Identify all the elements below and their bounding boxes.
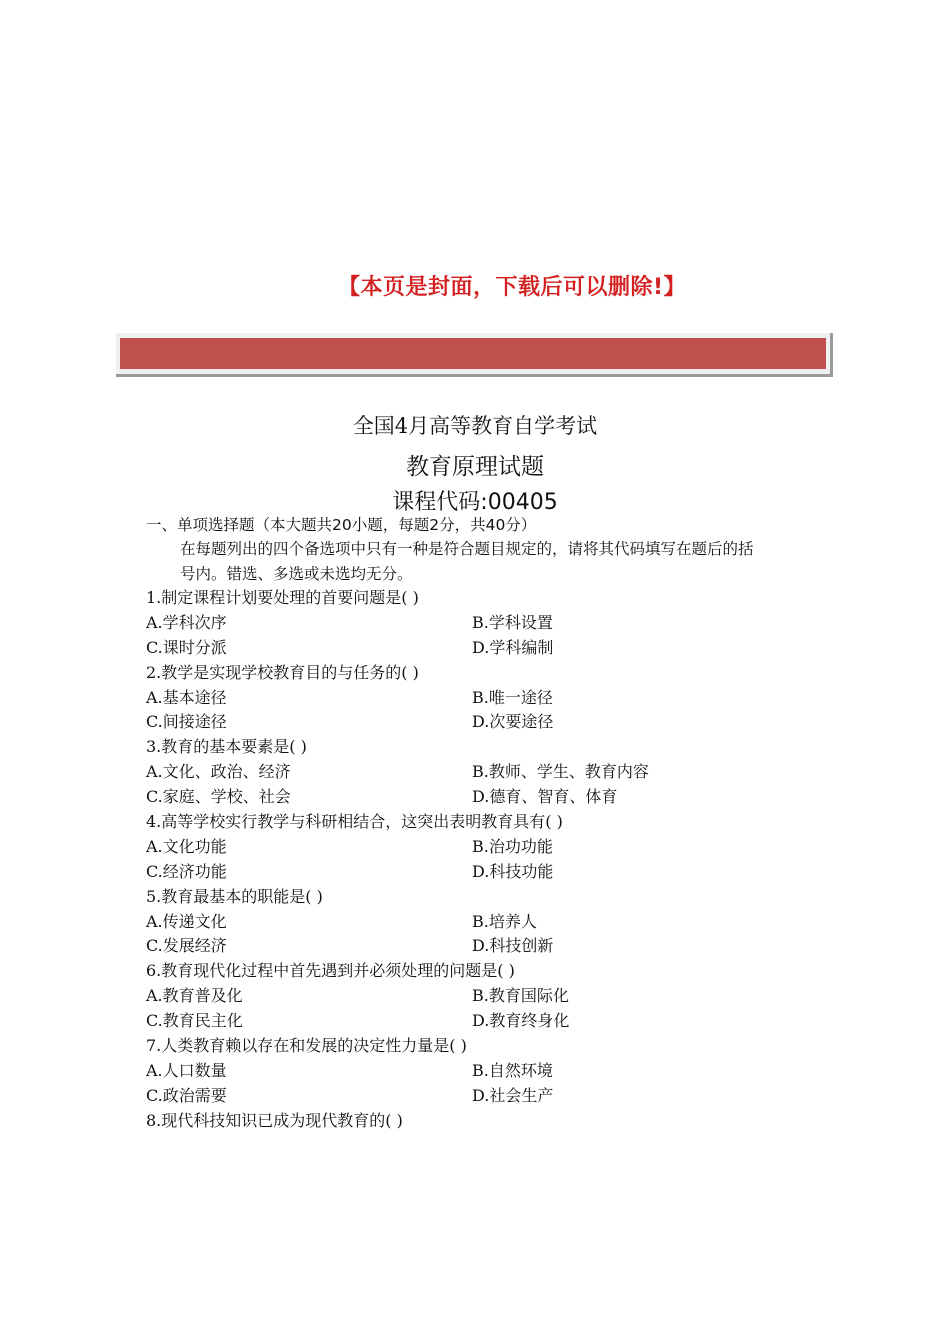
option-row	[146, 636, 826, 661]
question-stem: 2.教学是实现学校教育目的与任务的( )	[146, 662, 419, 682]
section-instructions	[146, 537, 816, 587]
option-row	[146, 611, 826, 636]
banner-bar	[120, 338, 826, 369]
option-c: C.家庭、学校、社会	[146, 787, 291, 807]
option-b: B.唯一途径	[472, 687, 553, 707]
option-row	[146, 984, 826, 1009]
option-row	[146, 686, 826, 711]
option-c: C.政治需要	[146, 1085, 227, 1105]
option-c: C.经济功能	[146, 861, 227, 881]
option-d: D.学科编制	[472, 637, 554, 657]
question-stem: 5.教育最基本的职能是( )	[146, 886, 323, 906]
instruction-line: 在每题列出的四个备选项中只有一种是符合题目规定的，请将其代码填写在题后的括	[180, 540, 754, 558]
paper-title: 教育原理试题	[406, 454, 544, 480]
instruction-line: 号内。错选、多选或未选均无分。	[180, 565, 413, 583]
option-row	[146, 1009, 826, 1034]
option-row	[146, 835, 826, 860]
question-stem: 3.教育的基本要素是( )	[146, 737, 307, 757]
option-row	[146, 934, 826, 959]
course-code: 课程代码:00405	[392, 490, 558, 515]
option-b: B.教育国际化	[472, 986, 569, 1006]
option-d: D.次要途径	[472, 712, 554, 732]
option-b: B.治功功能	[472, 836, 553, 856]
option-a: A.教育普及化	[146, 986, 243, 1006]
option-c: C.教育民主化	[146, 1011, 243, 1031]
option-d: D.科技创新	[472, 936, 554, 956]
option-b: B.学科设置	[472, 612, 553, 632]
question-stem: 8.现代科技知识已成为现代教育的( )	[146, 1110, 403, 1130]
option-b: B.教师、学生、教育内容	[472, 762, 649, 782]
option-row	[146, 1059, 826, 1084]
exam-title: 全国4月高等教育自学考试	[352, 414, 598, 438]
option-row	[146, 760, 826, 785]
option-row	[146, 1084, 826, 1109]
option-d: D.科技功能	[472, 861, 554, 881]
option-row	[146, 910, 826, 935]
option-b: B.培养人	[472, 911, 537, 931]
question-stem: 7.人类教育赖以存在和发展的决定性力量是( )	[146, 1036, 467, 1056]
option-c: C.课时分派	[146, 637, 227, 657]
question-stem: 4.高等学校实行教学与科研相结合，这突出表明教育具有( )	[146, 812, 563, 832]
option-c: C.发展经济	[146, 936, 227, 956]
option-d: D.教育终身化	[472, 1011, 570, 1031]
option-row	[146, 710, 826, 735]
option-a: A.学科次序	[146, 612, 227, 632]
option-a: A.基本途径	[146, 687, 227, 707]
question-list	[146, 586, 826, 1134]
option-d: D.社会生产	[472, 1085, 554, 1105]
option-a: A.文化功能	[146, 836, 227, 856]
question-stem: 1.制定课程计划要处理的首要问题是( )	[146, 588, 419, 607]
option-a: A.人口数量	[146, 1060, 227, 1080]
option-a: A.文化、政治、经济	[146, 762, 291, 782]
option-row	[146, 785, 826, 810]
option-b: B.自然环境	[472, 1060, 553, 1080]
decorative-banner	[116, 333, 833, 377]
option-a: A.传递文化	[146, 911, 227, 931]
option-c: C.间接途径	[146, 712, 227, 732]
option-row	[146, 860, 826, 885]
question-stem: 6.教育现代化过程中首先遇到并必须处理的问题是( )	[146, 961, 515, 981]
cover-note: 【本页是封面，下载后可以删除!】	[338, 275, 687, 300]
option-d: D.德育、智育、体育	[472, 787, 618, 807]
section-heading: 一、单项选择题（本大题共20小题，每题2分，共40分）	[146, 516, 537, 534]
